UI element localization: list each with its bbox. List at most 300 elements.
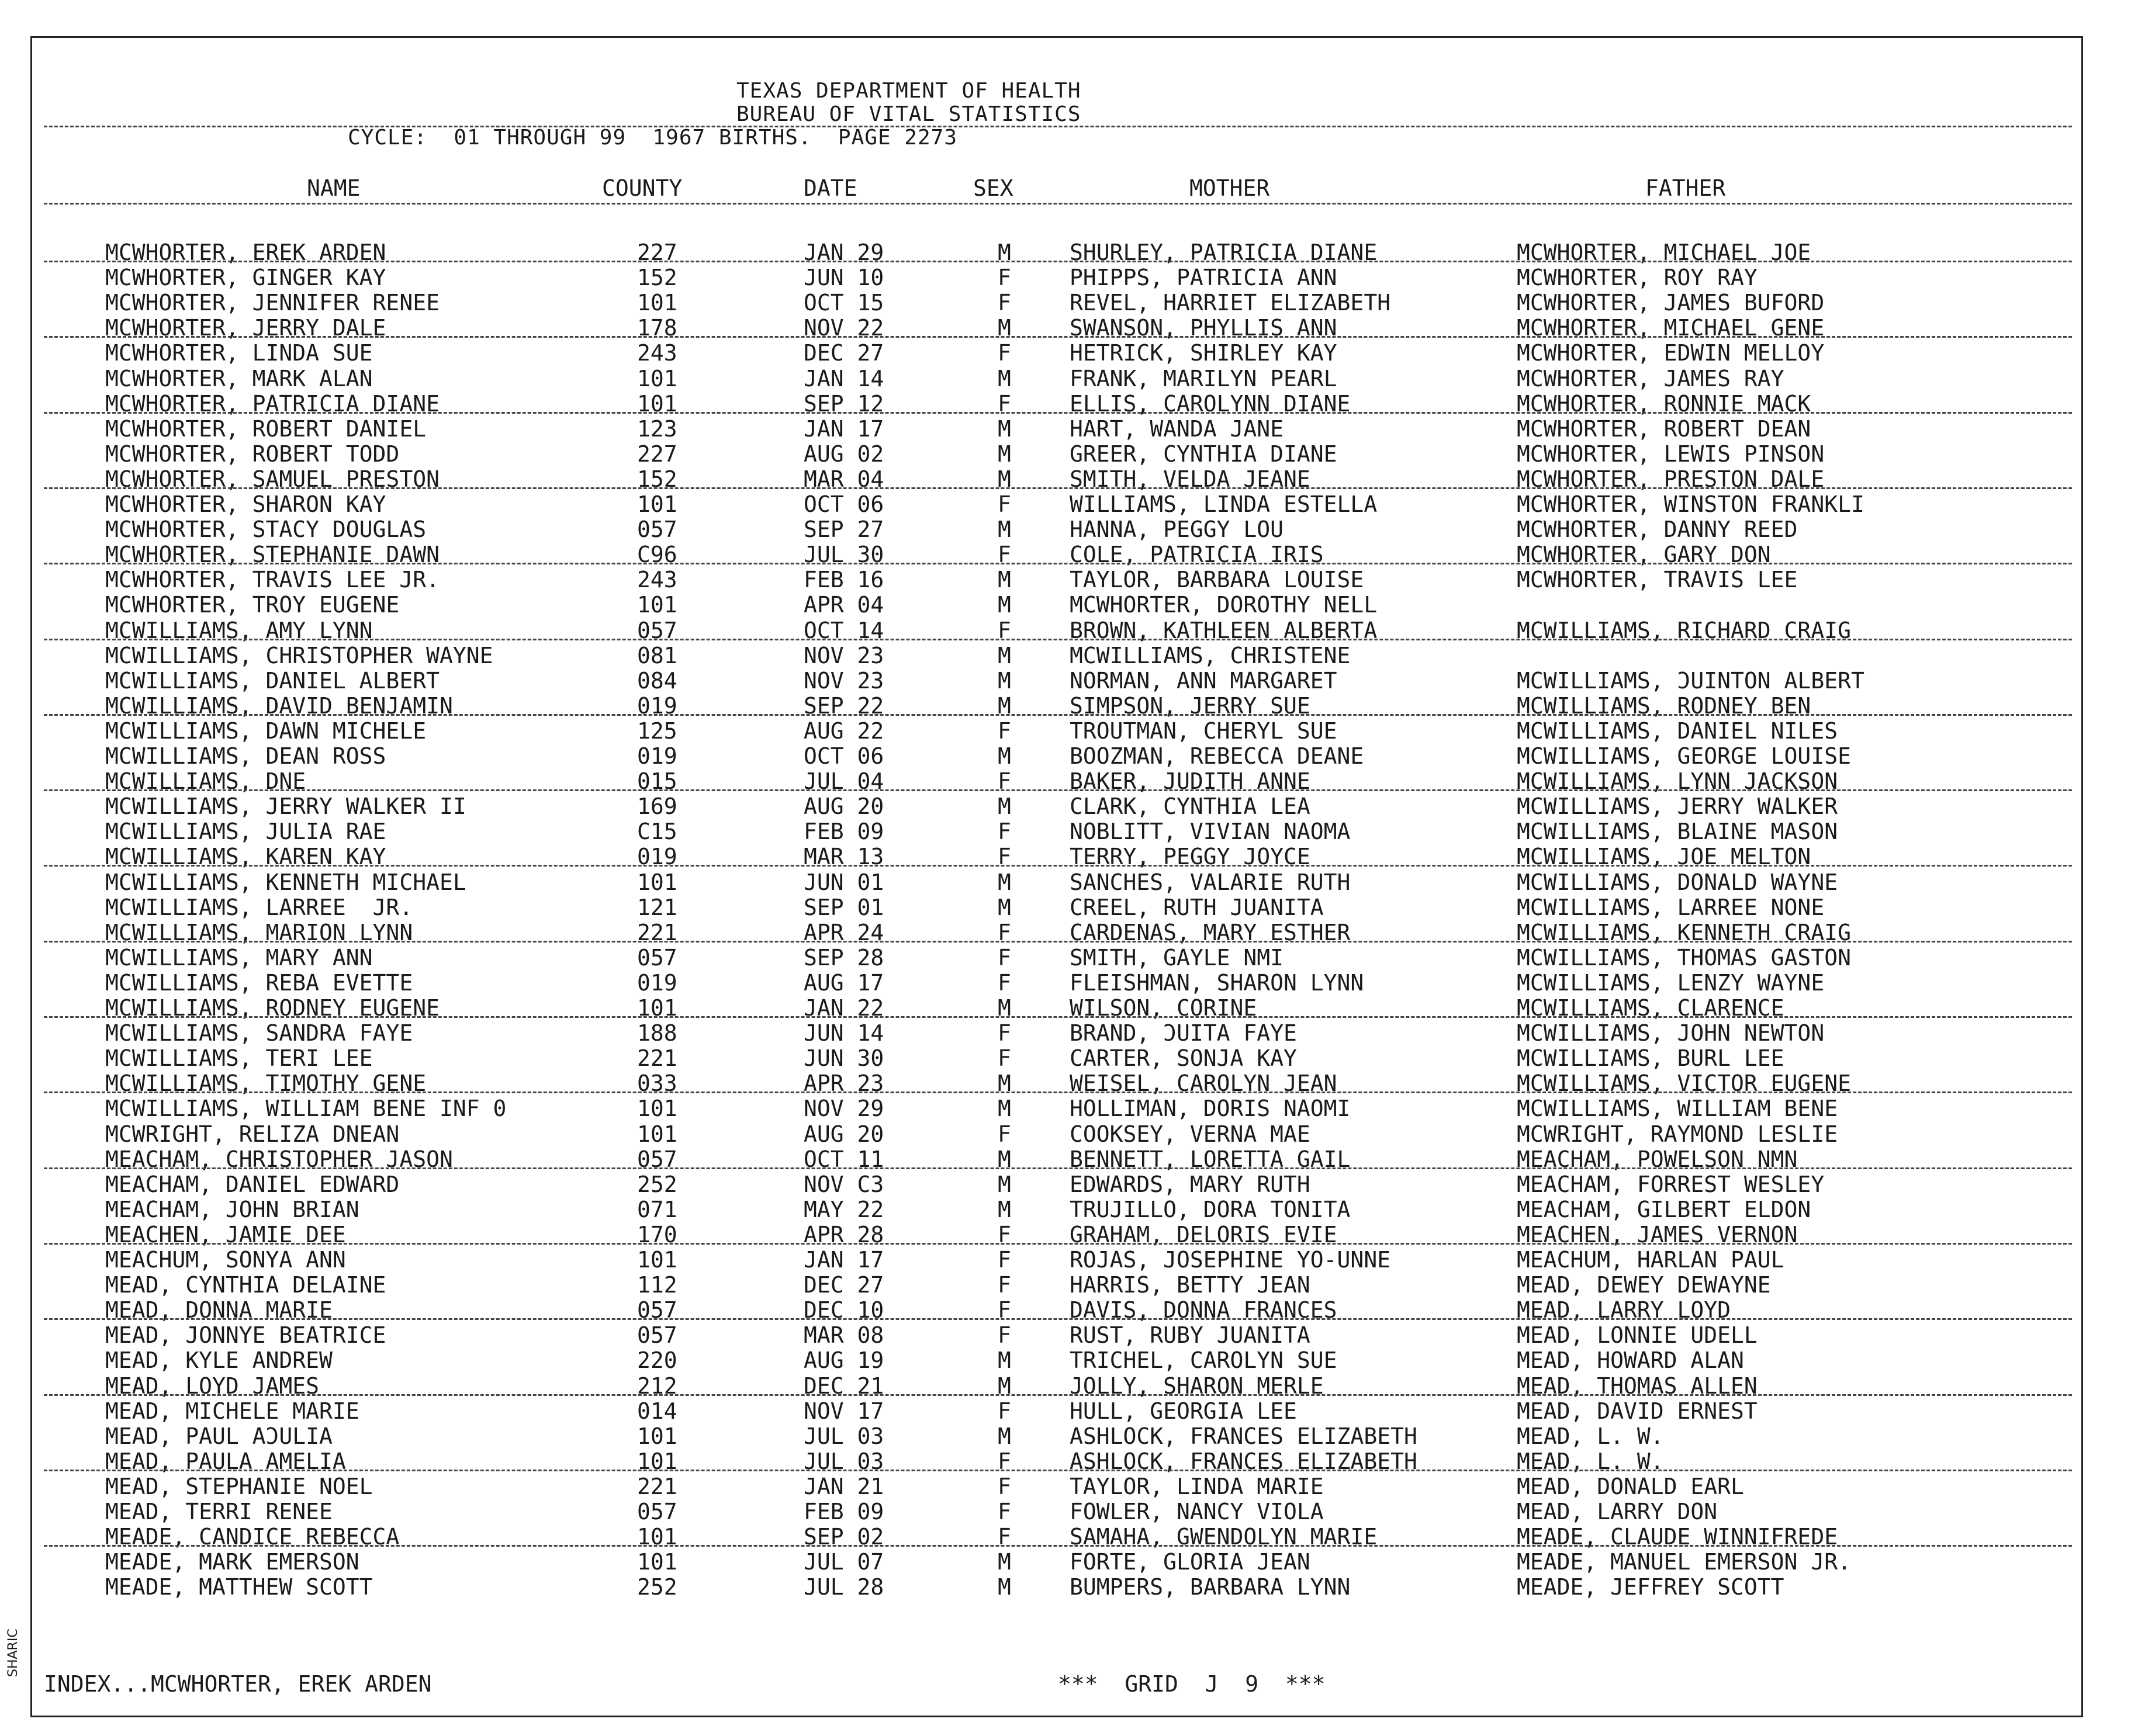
cell-sex: F [998,1297,1011,1323]
cell-county: 071 [637,1196,677,1222]
cell-mother: SANCHES, VALARIE RUTH [1070,869,1351,895]
cell-mother: CLARK, CYNTHIA LEA [1070,793,1310,820]
cell-county: 227 [637,441,677,467]
row-separator [44,412,2072,414]
cell-mother: GREER, CYNTHIA DIANE [1070,441,1337,467]
cell-county: 252 [637,1574,677,1600]
cell-mother: EDWARDS, MARY RUTH [1070,1171,1310,1197]
cell-sex: M [998,1373,1011,1399]
cell-mother: TRICHEL, CAROLYN SUE [1070,1347,1337,1374]
table-row [32,819,2081,844]
cell-sex: M [998,1146,1011,1172]
table-row [32,1045,2081,1070]
cell-sex: F [998,542,1011,568]
table-row [32,491,2081,517]
cell-mother: TERRY, PEGGY JOYCE [1070,844,1310,870]
cell-father: MCWHORTER, JAMES BUFORD [1517,290,1825,316]
table-row [32,441,2081,466]
cell-father: MEAD, THOMAS ALLEN [1517,1373,1758,1399]
cell-name: MCWILLIAMS, RODNEY EUGENE [105,995,440,1021]
cell-date: DEC 21 [804,1373,884,1399]
cell-father: MCWHORTER, MICHAEL GENE [1517,315,1825,341]
row-separator [44,1318,2072,1320]
col-header-date: DATE [804,175,857,201]
cell-mother: SIMPSON, JERRY SUE [1070,692,1310,719]
cell-sex: F [998,491,1011,517]
cell-county: 019 [637,969,677,996]
cell-name: MCWHORTER, SAMUEL PRESTON [105,466,440,492]
cell-sex: M [998,441,1011,467]
cell-county: 221 [637,1473,677,1499]
cell-mother: BUMPERS, BARBARA LYNN [1070,1574,1351,1600]
cell-name: MCWHORTER, STACY DOUGLAS [105,517,427,543]
cell-county: 014 [637,1398,677,1424]
cell-county: 101 [637,1096,677,1122]
cell-sex: M [998,1423,1011,1449]
table-row [32,1121,2081,1146]
cell-name: MCWILLIAMS, DAVID BENJAMIN [105,692,453,719]
cell-date: AUG 17 [804,969,884,996]
cell-sex: M [998,592,1011,618]
side-label: SHARIC [6,1628,20,1677]
cell-county: 170 [637,1221,677,1248]
cell-date: JUL 03 [804,1448,884,1474]
cell-mother: TAYLOR, LINDA MARIE [1070,1473,1324,1499]
cell-name: MCWILLIAMS, CHRISTOPHER WAYNE [105,642,493,668]
cell-mother: DAVIS, DONNA FRANCES [1070,1297,1337,1323]
cell-father: MCWILLIAMS, ƆUINTON ALBERT [1517,667,1864,694]
table-row [32,895,2081,920]
cell-mother: REVEL, HARRIET ELIZABETH [1070,290,1391,316]
cell-name: MEACHAM, DANIEL EDWARD [105,1171,400,1197]
cell-sex: F [998,1272,1011,1298]
cell-date: FEB 09 [804,1499,884,1524]
cell-father: MCWILLIAMS, WILLIAM BENE [1517,1096,1838,1122]
cell-father: MEAD, LARRY LOYD [1517,1297,1731,1323]
cell-name: MCWHORTER, JENNIFER RENEE [105,290,440,316]
cell-date: FEB 09 [804,819,884,845]
cell-name: MEAD, JONNYE BEATRICE [105,1322,386,1349]
cell-sex: M [998,1574,1011,1600]
cell-date: APR 23 [804,1070,884,1097]
cell-county: 057 [637,617,677,643]
cell-father: MEADE, MANUEL EMERSON JR. [1517,1549,1851,1575]
cell-name: MEACHAM, JOHN BRIAN [105,1196,359,1222]
cell-name: MCWHORTER, TROY EUGENE [105,592,400,618]
cell-mother: FLEISHMAN, SHARON LYNN [1070,969,1364,996]
cell-mother: HART, WANDA JANE [1070,415,1284,442]
cell-sex: M [998,240,1011,265]
cell-mother: SMITH, GAYLE NMI [1070,944,1284,971]
cell-father: MCWILLIAMS, GEORGE LOUISE [1517,743,1851,769]
cell-name: MCWILLIAMS, KENNETH MICHAEL [105,869,466,895]
cell-mother: MCWHORTER, DOROTHY NELL [1070,592,1378,618]
cell-date: JAN 17 [804,1247,884,1273]
cell-county: 084 [637,667,677,694]
cell-name: MEAD, KYLE ANDREW [105,1347,333,1374]
cell-county: 057 [637,1499,677,1524]
cell-father: MEACHAM, FORREST WESLEY [1517,1171,1825,1197]
cell-name: MEAD, STEPHANIE NOEL [105,1473,373,1499]
cell-mother: BOOZMAN, REBECCA DEANE [1070,743,1364,769]
table-row [32,1197,2081,1222]
cell-date: FEB 16 [804,567,884,593]
row-separator [44,336,2072,338]
cell-sex: F [998,1221,1011,1248]
table-row [32,1172,2081,1197]
cell-date: NOV C3 [804,1171,884,1197]
cell-mother: RUST, RUBY JUANITA [1070,1322,1310,1349]
cell-name: MEADE, CANDICE REBECCA [105,1524,400,1550]
cell-sex: M [998,567,1011,593]
cell-father: MCWILLIAMS, THOMAS GASTON [1517,944,1851,971]
table-row [32,1549,2081,1574]
cell-mother: HARRIS, BETTY JEAN [1070,1272,1310,1298]
cell-sex: M [998,869,1011,895]
cell-county: 221 [637,1045,677,1072]
cell-sex: M [998,667,1011,694]
cell-date: OCT 06 [804,743,884,769]
cell-mother: SMITH, VELDA JEANE [1070,466,1310,492]
row-separator [44,1167,2072,1169]
cell-date: JUN 01 [804,869,884,895]
cell-date: JAN 22 [804,995,884,1021]
cell-name: MCWHORTER, TRAVIS LEE JR. [105,567,440,593]
row-separator [44,1016,2072,1018]
cell-date: DEC 27 [804,1272,884,1298]
cell-father: MCWHORTER, MICHAEL JOE [1517,240,1811,265]
cell-father: MCWILLIAMS, VICTOR EUGENE [1517,1070,1851,1097]
cell-sex: F [998,1121,1011,1147]
cell-date: JUL 07 [804,1549,884,1575]
cell-county: 101 [637,1448,677,1474]
cell-county: 123 [637,415,677,442]
cell-sex: F [998,768,1011,795]
cell-father: MCWILLIAMS, KENNETH CRAIG [1517,919,1851,945]
cell-mother: WILLIAMS, LINDA ESTELLA [1070,491,1378,517]
cell-name: MEAD, PAUL AƆULIA [105,1423,333,1449]
cell-father: MEAD, L. W. [1517,1423,1664,1449]
row-separator [44,1243,2072,1245]
cycle-line: CYCLE: 01 THROUGH 99 1967 BIRTHS. PAGE 2273 [348,126,957,150]
row-separator [44,261,2072,262]
cell-date: APR 28 [804,1221,884,1248]
cell-father: MEACHUM, HARLAN PAUL [1517,1247,1784,1273]
bureau-title: BUREAU OF VITAL STATISTICS [736,102,1081,126]
cell-father: MCWHORTER, JAMES RAY [1517,365,1784,391]
col-header-sex: SEX [973,175,1013,201]
cell-date: SEP 02 [804,1524,884,1550]
cell-name: MCWILLIAMS, MARION LYNN [105,919,413,945]
table-row [32,743,2081,768]
cell-name: MCWILLIAMS, JERRY WALKER II [105,793,466,820]
cell-sex: M [998,365,1011,391]
cell-county: 243 [637,567,677,593]
table-row [32,1247,2081,1272]
cell-date: SEP 27 [804,517,884,543]
cell-county: 101 [637,592,677,618]
cell-county: 057 [637,944,677,971]
cell-mother: TAYLOR, BARBARA LOUISE [1070,567,1364,593]
cell-father: MEAD, L. W. [1517,1448,1664,1474]
cell-date: JUL 30 [804,542,884,568]
cell-father: MCWILLIAMS, JOE MELTON [1517,844,1811,870]
cell-father: MCWILLIAMS, JERRY WALKER [1517,793,1838,820]
cell-sex: F [998,1448,1011,1474]
cell-name: MCWILLIAMS, SANDRA FAYE [105,1020,413,1047]
index-label: INDEX...MCWHORTER, EREK ARDEN [44,1671,432,1697]
cell-sex: M [998,743,1011,769]
cell-sex: F [998,819,1011,845]
cell-county: 220 [637,1347,677,1374]
cell-father: MEAD, DEWEY DEWAYNE [1517,1272,1771,1298]
cell-sex: F [998,969,1011,996]
cell-date: JUN 10 [804,265,884,291]
cell-mother: HANNA, PEGGY LOU [1070,517,1284,543]
cell-date: MAR 04 [804,466,884,492]
cell-mother: HOLLIMAN, DORIS NAOMI [1070,1096,1351,1122]
cell-county: 057 [637,1297,677,1323]
cell-date: NOV 17 [804,1398,884,1424]
table-row [32,567,2081,592]
cell-name: MEAD, TERRI RENEE [105,1499,333,1524]
cell-name: MCWRIGHT, RELIZA DNEAN [105,1121,400,1147]
cell-sex: M [998,517,1011,543]
cell-county: 101 [637,1524,677,1550]
cell-county: 121 [637,894,677,920]
cell-mother: ROJAS, JOSEPHINE YO-UNNE [1070,1247,1391,1273]
cell-mother: BRAND, ƆUITA FAYE [1070,1020,1297,1047]
row-separator [44,639,2072,640]
cell-sex: M [998,415,1011,442]
cell-mother: WILSON, CORINE [1070,995,1257,1021]
cell-father: MCWILLIAMS, LYNN JACKSON [1517,768,1838,795]
cell-name: MCWHORTER, EREK ARDEN [105,240,386,265]
cell-name: MEAD, CYNTHIA DELAINE [105,1272,386,1298]
cell-mother: HETRICK, SHIRLEY KAY [1070,340,1337,366]
cell-date: JUN 30 [804,1045,884,1072]
cell-sex: F [998,1398,1011,1424]
cell-name: MCWILLIAMS, AMY LYNN [105,617,373,643]
cell-name: MEADE, MARK EMERSON [105,1549,359,1575]
cell-date: JAN 21 [804,1473,884,1499]
cell-name: MEACHUM, SONYA ANN [105,1247,346,1273]
cell-date: NOV 23 [804,667,884,694]
table-row [32,1398,2081,1423]
cell-sex: F [998,919,1011,945]
cell-father: MCWHORTER, EDWIN MELLOY [1517,340,1825,366]
cell-county: 057 [637,1322,677,1349]
cell-father: MEAD, LARRY DON [1517,1499,1718,1524]
cell-date: AUG 20 [804,793,884,820]
cell-county: 243 [637,340,677,366]
row-separator [44,563,2072,564]
cell-mother: BAKER, JUDITH ANNE [1070,768,1310,795]
cell-mother: FRANK, MARILYN PEARL [1070,365,1337,391]
cell-county: 057 [637,517,677,543]
cell-date: AUG 19 [804,1347,884,1374]
cell-date: JUL 28 [804,1574,884,1600]
cell-date: SEP 12 [804,390,884,417]
cell-county: 188 [637,1020,677,1047]
row-separator [44,1545,2072,1547]
cell-sex: M [998,466,1011,492]
cell-sex: F [998,1045,1011,1072]
cell-name: MCWILLIAMS, JULIA RAE [105,819,386,845]
cell-sex: F [998,1524,1011,1550]
cell-sex: M [998,1549,1011,1575]
cell-county: 033 [637,1070,677,1097]
cell-date: JUL 04 [804,768,884,795]
cell-name: MCWILLIAMS, DNE [105,768,306,795]
cell-name: MEACHEN, JAMIE DEE [105,1221,346,1248]
cell-county: 015 [637,768,677,795]
table-row [32,1474,2081,1499]
cell-county: 101 [637,390,677,417]
cell-county: 152 [637,466,677,492]
cell-date: OCT 06 [804,491,884,517]
cell-mother: JOLLY, SHARON MERLE [1070,1373,1324,1399]
cell-name: MCWHORTER, MARK ALAN [105,365,373,391]
cell-date: AUG 20 [804,1121,884,1147]
cell-father: MCWHORTER, DANNY REED [1517,517,1798,543]
row-separator [44,487,2072,489]
cell-name: MCWHORTER, ROBERT TODD [105,441,400,467]
cell-sex: M [998,995,1011,1021]
cell-sex: M [998,1096,1011,1122]
cell-date: APR 04 [804,592,884,618]
row-separator [44,1092,2072,1093]
cell-father: MEAD, HOWARD ALAN [1517,1347,1744,1374]
cell-mother: FORTE, GLORIA JEAN [1070,1549,1310,1575]
cell-sex: F [998,290,1011,316]
cell-mother: ASHLOCK, FRANCES ELIZABETH [1070,1448,1417,1474]
cell-father: MCWILLIAMS, CLARENCE [1517,995,1784,1021]
table-row [32,643,2081,668]
cell-county: 101 [637,290,677,316]
cell-name: MEAD, LOYD JAMES [105,1373,320,1399]
table-row [32,1499,2081,1524]
department-title: TEXAS DEPARTMENT OF HEALTH [736,79,1081,103]
cell-father: MCWILLIAMS, LARREE NONE [1517,894,1825,920]
cell-sex: F [998,718,1011,744]
row-separator [44,789,2072,791]
cell-name: MEAD, MICHELE MARIE [105,1398,359,1424]
cell-date: JAN 14 [804,365,884,391]
col-header-name: NAME [307,175,361,201]
grid-label: *** GRID J 9 *** [1058,1671,1326,1697]
cell-mother: ASHLOCK, FRANCES ELIZABETH [1070,1423,1417,1449]
cell-name: MCWILLIAMS, TERI LEE [105,1045,373,1072]
cell-sex: M [998,894,1011,920]
table-row [32,1423,2081,1449]
cell-father: MCWILLIAMS, DONALD WAYNE [1517,869,1838,895]
birth-record-list [32,38,2081,1716]
cell-name: MCWILLIAMS, TIMOTHY GENE [105,1070,427,1097]
cell-county: 101 [637,995,677,1021]
cell-mother: BENNETT, LORETTA GAIL [1070,1146,1351,1172]
cell-name: MCWILLIAMS, DEAN ROSS [105,743,386,769]
cell-date: JUL 03 [804,1423,884,1449]
cell-mother: COOKSEY, VERNA MAE [1070,1121,1310,1147]
cell-date: OCT 11 [804,1146,884,1172]
table-row [32,265,2081,290]
cell-date: DEC 10 [804,1297,884,1323]
cell-mother: SWANSON, PHYLLIS ANN [1070,315,1337,341]
cell-sex: M [998,692,1011,719]
cell-father: MCWHORTER, ROBERT DEAN [1517,415,1811,442]
cell-father: MEAD, LONNIE UDELL [1517,1322,1758,1349]
col-header-county: COUNTY [602,175,683,201]
cell-county: 112 [637,1272,677,1298]
cell-date: MAR 08 [804,1322,884,1349]
cell-sex: F [998,1247,1011,1273]
cell-name: MEAD, DONNA MARIE [105,1297,333,1323]
cell-father: MCWILLIAMS, BLAINE MASON [1517,819,1838,845]
cell-sex: F [998,265,1011,291]
table-row [32,1020,2081,1045]
row-separator [44,865,2072,867]
cell-sex: F [998,844,1011,870]
cell-county: 152 [637,265,677,291]
cell-name: MEADE, MATTHEW SCOTT [105,1574,373,1600]
cell-county: 019 [637,692,677,719]
cell-father: MEADE, JEFFREY SCOTT [1517,1574,1784,1600]
cell-father: MCWHORTER, WINSTON FRANKLI [1517,491,1864,517]
cell-date: NOV 23 [804,642,884,668]
cell-name: MCWHORTER, SHARON KAY [105,491,386,517]
cell-mother: SHURLEY, PATRICIA DIANE [1070,240,1378,265]
cell-father: MCWILLIAMS, DANIEL NILES [1517,718,1838,744]
cell-county: 125 [637,718,677,744]
cell-date: APR 24 [804,919,884,945]
col-header-father: FATHER [1645,175,1726,201]
cell-mother: MCWILLIAMS, CHRISTENE [1070,642,1351,668]
cell-mother: TRUJILLO, DORA TONITA [1070,1196,1351,1222]
cell-name: MCWILLIAMS, LARREE JR. [105,894,413,920]
row-separator [44,941,2072,943]
cell-sex: F [998,1322,1011,1349]
cell-sex: M [998,793,1011,820]
cell-county: 252 [637,1171,677,1197]
cell-county: 081 [637,642,677,668]
cell-name: MCWHORTER, PATRICIA DIANE [105,390,440,417]
cell-county: 019 [637,743,677,769]
cell-county: 101 [637,365,677,391]
cell-mother: CARDENAS, MARY ESTHER [1070,919,1351,945]
cell-sex: F [998,617,1011,643]
cell-father: MEAD, DONALD EARL [1517,1473,1744,1499]
cell-county: 178 [637,315,677,341]
cell-county: 101 [637,869,677,895]
cell-sex: M [998,1070,1011,1097]
cell-mother: SAMAHA, GWENDOLYN MARIE [1070,1524,1378,1550]
cell-father: MEAD, DAVID ERNEST [1517,1398,1758,1424]
table-row [32,340,2081,365]
cell-county: 101 [637,1121,677,1147]
table-row [32,668,2081,693]
cell-date: JAN 17 [804,415,884,442]
cell-mother: WEISEL, CAROLYN JEAN [1070,1070,1337,1097]
cell-mother: CARTER, SONJA KAY [1070,1045,1297,1072]
cell-date: OCT 15 [804,290,884,316]
cell-name: MCWILLIAMS, DAWN MICHELE [105,718,427,744]
cell-county: 101 [637,1549,677,1575]
cell-county: 221 [637,919,677,945]
cell-date: MAY 22 [804,1196,884,1222]
cell-mother: HULL, GEORGIA LEE [1070,1398,1297,1424]
table-row [32,1096,2081,1121]
